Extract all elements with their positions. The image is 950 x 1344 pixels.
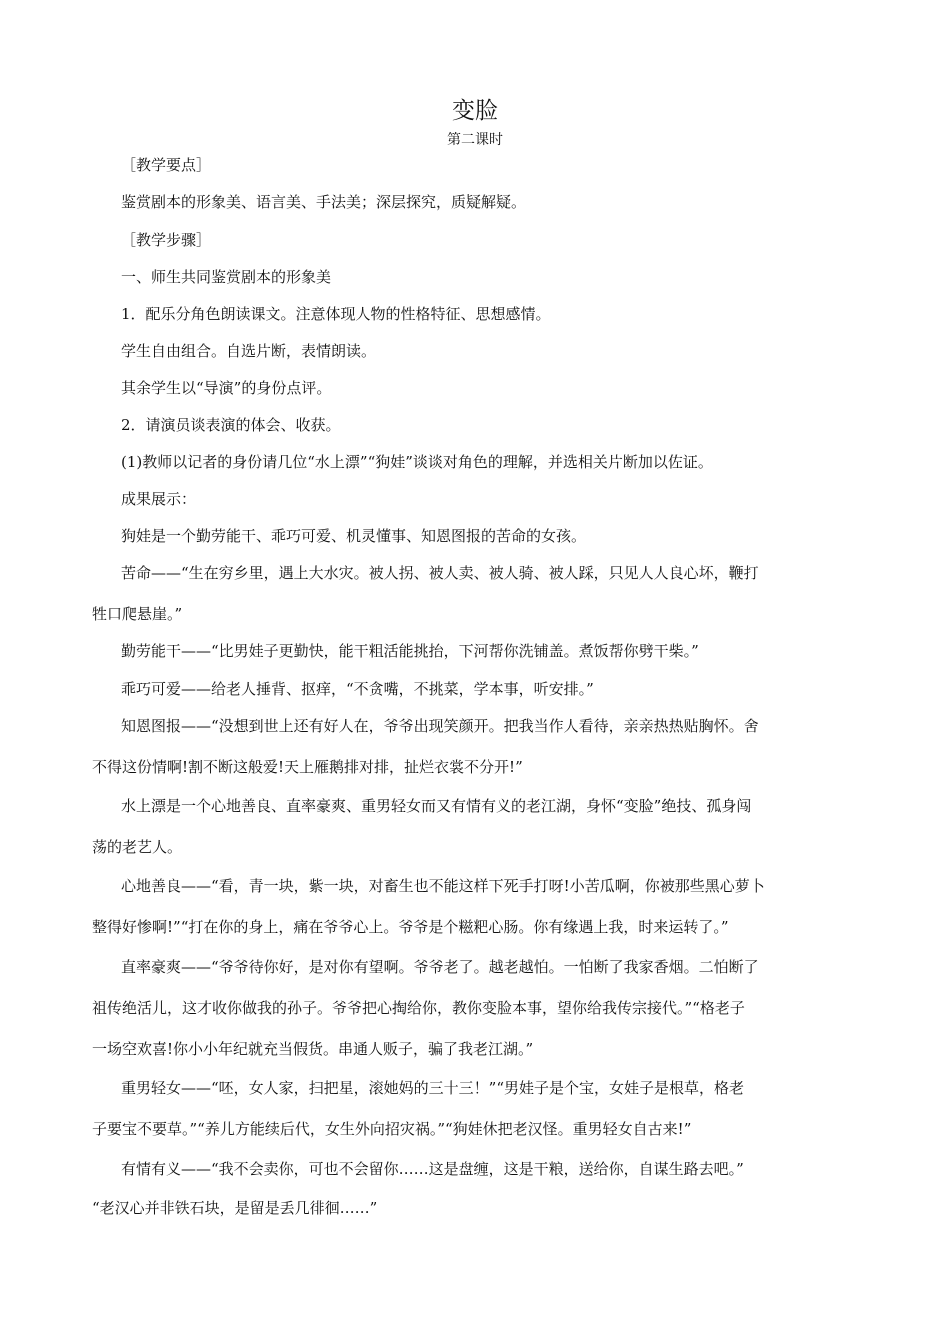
- paragraph-line: 有情有义——“我不会卖你，可也不会留你……这是盘缠，这是干粮，送给你，自谋生路去吧。”: [121, 1160, 744, 1178]
- paragraph-line: 水上漂是一个心地善良、直率豪爽、重男轻女而又有情有义的老江湖，身怀“变脸”绝技、孤身闯: [121, 797, 752, 815]
- paragraph-line: “老汉心并非铁石块，是留是丢几徘徊……”: [92, 1199, 378, 1217]
- paragraph: 其余学生以“导演”的身份点评。: [121, 379, 332, 397]
- paragraph: 勤劳能干——“比男娃子更勤快，能干粗活能挑抬，下河帮你洗铺盖。煮饭帮你劈干柴。”: [121, 642, 699, 660]
- paragraph: 成果展示：: [121, 490, 197, 508]
- section-heading-key-points: ［教学要点］: [121, 156, 212, 174]
- paragraph-line: 心地善良——“看，青一块，紫一块，对畜生也不能这样下死手打呀!小苦瓜啊，你被那些黑心萝卜: [121, 877, 765, 895]
- paragraph-line: 不得这份情啊!割不断这般爱!天上雁鹅排对排，扯烂衣裳不分开!”: [92, 758, 523, 776]
- paragraph: 学生自由组合。自选片断，表情朗读。: [121, 342, 377, 360]
- section-heading-steps: ［教学步骤］: [121, 231, 212, 249]
- paragraph-line: 荡的老艺人。: [92, 838, 183, 856]
- paragraph: 狗娃是一个勤劳能干、乖巧可爱、机灵懂事、知恩图报的苦命的女孩。: [121, 527, 587, 545]
- document-title: 变脸: [452, 98, 498, 124]
- paragraph-line: 整得好惨啊!”“打在你的身上，痛在爷爷心上。爷爷是个糍粑心肠。你有缘遇上我，时来运转了。”: [92, 918, 729, 936]
- paragraph: 2．请演员谈表演的体会、收获。: [121, 416, 341, 434]
- paragraph-line: 牲口爬悬崖。”: [92, 605, 183, 623]
- paragraph: (1)教师以记者的身份请几位“水上漂”“狗娃”谈谈对角色的理解，并选相关片断加以佐证。: [121, 453, 713, 471]
- paragraph-line: 子要宝不要草。”“养儿方能续后代，女生外向招灾祸。”“狗娃休把老汉怪。重男轻女自古来!”: [92, 1120, 692, 1138]
- document-subtitle: 第二课时: [447, 132, 503, 148]
- section-heading: 一、师生共同鉴赏剧本的形象美: [121, 268, 332, 286]
- paragraph-line: 祖传绝活儿，这才收你做我的孙子。爷爷把心掏给你，教你变脸本事，望你给我传宗接代。”“格老子: [92, 999, 745, 1017]
- paragraph-line: 重男轻女——“呸，女人家，扫把星，滚她妈的三十三！”“男娃子是个宝，女娃子是根草，格老: [121, 1079, 745, 1097]
- paragraph-line: 苦命——“生在穷乡里，遇上大水灾。被人拐、被人卖、被人骑、被人踩，只见人人良心坏，鞭打: [121, 564, 759, 582]
- paragraph: 乖巧可爱——给老人捶背、抠痒，“不贪嘴，不挑菜，学本事，听安排。”: [121, 680, 594, 698]
- paragraph-line: 知恩图报——“没想到世上还有好人在，爷爷出现笑颜开。把我当作人看待，亲亲热热贴胸怀。舍: [121, 717, 759, 735]
- paragraph: 鉴赏剧本的形象美、语言美、手法美；深层探究，质疑解疑。: [121, 193, 527, 211]
- paragraph-line: 直率豪爽——“爷爷待你好，是对你有望啊。爷爷老了。越老越怕。一怕断了我家香烟。二怕断了: [121, 958, 759, 976]
- paragraph: 1．配乐分角色朗读课文。注意体现人物的性格特征、思想感情。: [121, 305, 551, 323]
- paragraph-line: 一场空欢喜!你小小年纪就充当假货。串通人贩子，骗了我老江湖。”: [92, 1040, 534, 1058]
